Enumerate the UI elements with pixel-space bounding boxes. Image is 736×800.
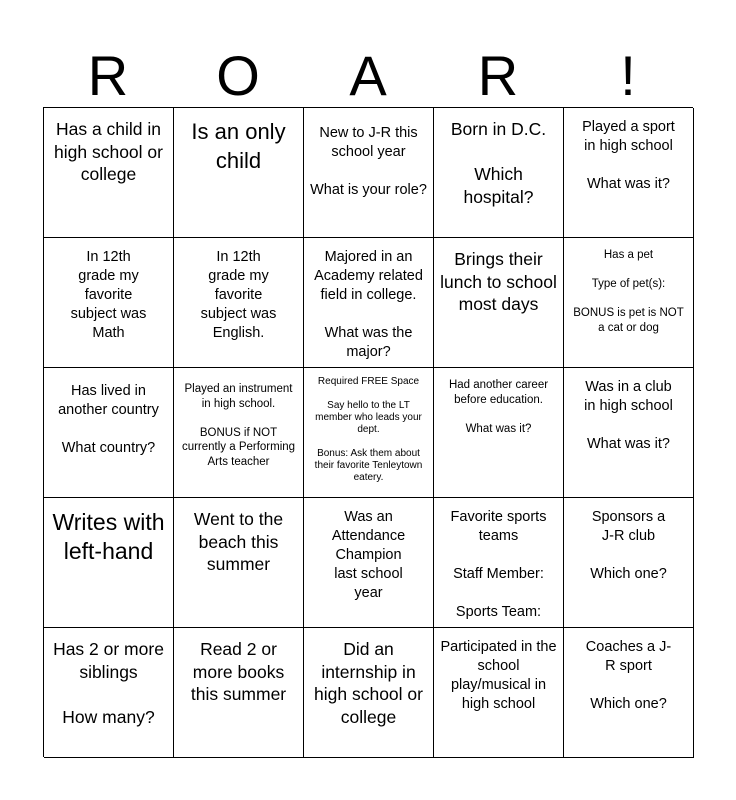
bingo-cell-r2c4 <box>434 238 564 368</box>
bingo-cell-text: Was in a club in high school What was it? <box>584 379 673 452</box>
header-letter-1: R <box>87 44 129 107</box>
header-letter-5: ! <box>620 44 636 107</box>
header-letter-3: A <box>349 44 387 107</box>
bingo-cell-r2c3 <box>304 238 434 368</box>
bingo-cell-text: Born in D.C. Which hospital? <box>450 119 547 207</box>
header-letter-2: O <box>216 44 260 107</box>
bingo-cell-r2c2 <box>174 238 304 368</box>
bingo-cell-text: Sponsors a J-R club Which one? <box>590 509 667 582</box>
bingo-cell-text: Favorite sports teams Staff Member: Sports Team: <box>450 509 547 620</box>
header-letter-4: R <box>477 44 519 107</box>
bingo-cell-r5c4 <box>434 628 564 758</box>
bingo-cell-text: Is an only child <box>191 119 286 173</box>
bingo-cell-r1c1 <box>44 108 174 238</box>
bingo-cell-text: Brings their lunch to school most days <box>440 249 557 314</box>
bingo-cell-r5c1 <box>44 628 174 758</box>
bingo-cell-r1c2 <box>174 108 304 238</box>
bingo-grid <box>43 107 693 757</box>
bingo-cell-text: Was an Attendance Champion last school year <box>331 509 406 601</box>
bingo-cell-text: Had another career before education. What was it? <box>448 379 549 435</box>
bingo-cell-r3c4 <box>434 368 564 498</box>
bingo-cell-text: Has 2 or more siblings How many? <box>53 639 164 727</box>
bingo-cell-text: Played a sport in high school What was it? <box>582 119 675 192</box>
bingo-cell-text: Read 2 or more books this summer <box>190 639 287 704</box>
bingo-cell-r3c1 <box>44 368 174 498</box>
bingo-cell-text: Did an internship in high school or college <box>314 639 423 727</box>
bingo-cell-r1c3 <box>304 108 434 238</box>
bingo-cell-text: New to J-R this school year What is your role? <box>310 125 427 198</box>
bingo-cell-r4c4 <box>434 498 564 628</box>
bingo-cell-text: Majored in an Academy related field in college. What was the major? <box>314 249 423 360</box>
bingo-cell-r5c2 <box>174 628 304 758</box>
bingo-cell-r5c3 <box>304 628 434 758</box>
bingo-cell-r4c3 <box>304 498 434 628</box>
bingo-cell-r3c2 <box>174 368 304 498</box>
bingo-cell-text: In 12th grade my favorite subject was English. <box>200 249 277 341</box>
bingo-header <box>0 44 736 108</box>
bingo-cell-r2c5 <box>564 238 694 368</box>
bingo-cell-r4c5 <box>564 498 694 628</box>
bingo-cell-text: Played an instrument in high school. BONUS if NOT currently a Performing Arts teacher <box>181 383 296 468</box>
bingo-cell-r3c5 <box>564 368 694 498</box>
bingo-cell-text: Has lived in another country What country? <box>58 383 159 456</box>
bingo-cell-text: Has a child in high school or college <box>54 119 163 184</box>
bingo-cell-r1c5 <box>564 108 694 238</box>
bingo-cell-text: Participated in the school play/musical in high school <box>440 639 557 712</box>
bingo-cell-text: Went to the beach this summer <box>193 509 284 574</box>
bingo-cell-text: In 12th grade my favorite subject was Math <box>70 249 147 341</box>
bingo-cell-r4c1 <box>44 498 174 628</box>
bingo-cell-r5c5 <box>564 628 694 758</box>
bingo-cell-r2c1 <box>44 238 174 368</box>
bingo-cell-text: Coaches a J-R sport Which one? <box>585 639 672 712</box>
bingo-cell-text: Has a pet Type of pet(s): BONUS is pet is NOT a cat or dog <box>573 249 684 334</box>
bingo-cell-r3c3 <box>304 368 434 498</box>
bingo-cell-text: Required FREE Space Say hello to the LT member who leads your dept. Bonus: Ask them about their favorite Tenleytown eatery. <box>314 376 423 483</box>
bingo-cell-r4c2 <box>174 498 304 628</box>
bingo-cell-text: Writes with left-hand <box>52 509 165 564</box>
bingo-cell-r1c4 <box>434 108 564 238</box>
